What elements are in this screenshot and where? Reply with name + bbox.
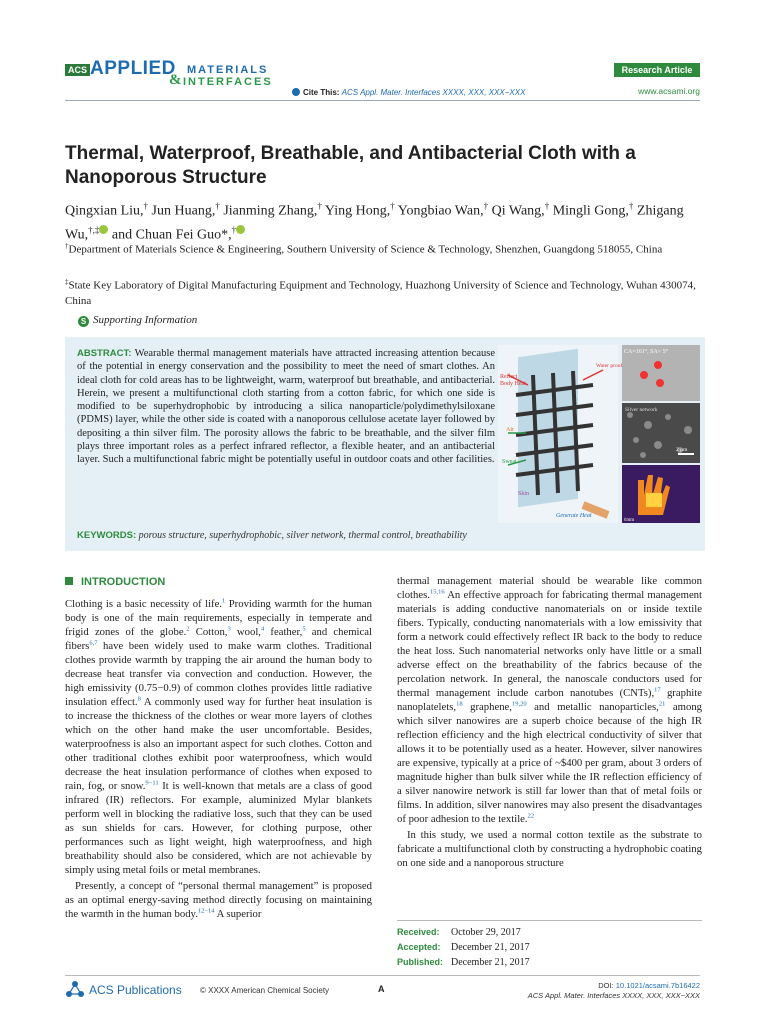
date-value: October 29, 2017 [451, 927, 521, 938]
toc-label-body-heat: Body Heat [500, 381, 526, 387]
acs-molecule-icon [65, 980, 85, 998]
date-accepted [397, 940, 530, 955]
text-run: Providing warmth for the human body is one of the main requirements, especially in temperate and frigid zones of the globe. [65, 598, 372, 638]
abstract-label: ABSTRACT: [77, 348, 132, 359]
citation-ref[interactable]: 19,20 [511, 700, 527, 708]
text-run: Cotton, [189, 626, 228, 638]
date-published [397, 955, 530, 970]
intro-paragraph-1 [65, 597, 372, 877]
citation-ref[interactable]: 12−14 [197, 907, 215, 915]
doi-info [528, 981, 700, 1001]
right-column [397, 574, 702, 872]
text-run: It is well-known that metals are a class of good infrared (IR) reflectors. For example, aluminized Mylar blankets perform well in blocking the radiative loss, such that they can be used as sun shields for cars. However, for clothing purpose, other performances such as light weight, high waterproofness, and high breathability should also be considered, which are not achievable by simply using metal foils or metal membranes. [65, 780, 372, 876]
heading-text: INTRODUCTION [81, 576, 166, 588]
logo-amp: & [169, 72, 182, 88]
toc-label-skin: Skin [518, 491, 530, 497]
citation-ref[interactable]: 1 [222, 597, 226, 605]
cite-text[interactable]: ACS Appl. Mater. Interfaces XXXX, XXX, XXX−XXX [341, 88, 526, 97]
citation-ref[interactable]: 5 [302, 625, 306, 633]
text-run: Presently, a concept of “personal thermal management” is proposed as an optimal energy-saving method directly focusing on maintaining the warmth in the human body. [65, 880, 372, 920]
author-affiliation-mark: † [628, 201, 634, 211]
heading-square-icon [65, 577, 73, 585]
footer-divider [65, 975, 700, 976]
keywords-label: KEYWORDS: [77, 530, 137, 541]
page-number: A [378, 984, 385, 994]
text-run: In this study, we used a normal cotton textile as the substrate to fabricate a multifunctional cloth by constructing a hydrophobic coating on one side and a nanoporous structure [397, 829, 702, 869]
cite-this[interactable] [292, 88, 525, 97]
abstract-box [65, 337, 705, 551]
intro-paragraph-2 [65, 879, 372, 921]
cite-label: Cite This: [303, 88, 340, 97]
citation-ref[interactable]: 6,7 [89, 639, 98, 647]
toc-label-generate-heat: Generate Heat [556, 513, 592, 519]
toc-label-silver: Silver network [625, 407, 658, 413]
article-dates [397, 925, 530, 970]
citation-ref[interactable]: 18 [456, 700, 463, 708]
author-name[interactable]: Jun Huang, [148, 203, 216, 219]
publisher-name: ACS Publications [89, 983, 182, 997]
citation-ref[interactable]: 17 [654, 686, 661, 694]
text-run: and metallic nanoparticles, [526, 701, 659, 713]
left-column [65, 575, 372, 923]
author-name[interactable]: Qi Wang, [488, 203, 545, 219]
date-value: December 21, 2017 [451, 942, 530, 953]
author-name[interactable]: Ying Hong, [321, 203, 391, 219]
affiliation-text: State Key Laboratory of Digital Manufacturing Equipment and Technology, Huazhong University of Science and Technology, Wuhan 430074, China [65, 279, 696, 307]
dates-divider-top [397, 920, 702, 921]
logo-applied: APPLIED [90, 58, 176, 79]
toc-label-sweat: Sweat [502, 459, 517, 465]
cite-icon [292, 88, 300, 96]
doi-label: DOI: [598, 981, 614, 990]
toc-graphic [498, 345, 700, 523]
text-run: Clothing is a basic necessity of life. [65, 598, 223, 610]
logo-interfaces: INTERFACES [183, 76, 273, 88]
citation-ref[interactable]: 15,16 [429, 588, 445, 596]
date-label: Published: [397, 957, 444, 967]
date-label: Received: [397, 927, 440, 937]
right-paragraph-1 [397, 574, 702, 826]
author-affiliation-mark: † [483, 201, 489, 211]
keywords-text: porous structure, superhydrophobic, silver network, thermal control, breathability [138, 530, 467, 541]
author-name[interactable]: Qingxian Liu, [65, 203, 144, 219]
author-affiliation-mark: † [231, 224, 237, 235]
logo-materials: MATERIALS [187, 64, 269, 76]
author-affiliation-mark: † [390, 201, 395, 211]
toc-label-air: Air [506, 427, 514, 433]
toc-label-contact-angle: CA=161°, SA< 5° [624, 349, 669, 355]
logo-acs: ACS [65, 64, 90, 76]
keywords [77, 530, 687, 541]
supporting-info-label: Supporting Information [93, 314, 198, 326]
author-affiliation-mark: †,‡ [88, 224, 100, 235]
supporting-info-icon: S [78, 316, 89, 327]
citation-ref[interactable]: 4 [260, 625, 265, 633]
author-name[interactable]: Mingli Gong, [549, 203, 629, 219]
text-run: wool, [230, 626, 261, 638]
author-list [65, 197, 705, 244]
affiliation-mark: ‡ [65, 278, 69, 286]
affiliation-mark: † [65, 242, 69, 250]
citation-ref[interactable]: 3 [227, 625, 231, 633]
date-received [397, 925, 530, 940]
citation-ref[interactable]: 8 [137, 695, 141, 703]
copyright: © XXXX American Chemical Society [200, 986, 330, 995]
right-paragraph-2 [397, 828, 702, 870]
text-run: graphene, [462, 701, 512, 713]
supporting-information-link[interactable] [78, 314, 197, 327]
author-name[interactable]: and Chuan Fei Guo*, [108, 227, 232, 243]
toc-label-scale: 2 μm [676, 447, 688, 453]
author-name[interactable]: Jianming Zhang, [219, 203, 318, 219]
author-affiliation-mark: † [544, 201, 550, 211]
toc-label-reflect: Reflect [500, 374, 518, 380]
toc-label-unit: ℓmm [624, 518, 635, 523]
abstract [77, 347, 495, 467]
text-run: and chemical fibers [65, 626, 372, 652]
author-name[interactable]: Zhigang Wu, [65, 203, 684, 243]
website-link[interactable]: www.acsami.org [638, 86, 700, 96]
affiliation-1 [65, 239, 705, 258]
text-run: among which silver nanowires are a superb choice because of the high IR reflection efficiency and the high electrical conductivity of silver that allows it to be potentially used as a heater. However, silver nanowires are expensive, typically at a price of ~$400 per gram, about 3 orders of magnitude higher than bulk silver while the IR reflection efficiency of a silver nanowire network is still far lower than that of metal foils or films. In addition, silver nanowires may also present the disadvantages of poor adhesion to the textile. [397, 701, 703, 825]
author-affiliation-mark: † [215, 201, 220, 211]
date-value: December 21, 2017 [451, 957, 530, 968]
text-run: thermal management material should be wearable like common clothes. [397, 575, 702, 601]
orcid-icon[interactable] [236, 225, 245, 234]
text-run: A commonly used way for further heat insulation is to increase the thickness of the clothes or wear more layers of clothes which on the other hand make the user uncomfortable. Besides, waterproofness is also an important aspect for such clothes. Cotton and other traditional clothes exhibit poor waterproofness, which would decrease the heat insulation performance of clothes when exposed to rain, fog, or snow. [65, 696, 372, 792]
article-type-badge: Research Article [614, 63, 700, 77]
affiliation-2 [65, 275, 705, 309]
citation-ref[interactable]: 22 [527, 812, 535, 820]
citation-ref[interactable]: 9−11 [145, 779, 159, 787]
toc-label-waterproof: Water proof [596, 363, 623, 369]
date-label: Accepted: [397, 942, 441, 952]
journal-logo [65, 60, 280, 92]
text-run: A superior [214, 908, 262, 920]
header-divider [65, 100, 700, 101]
text-run: An effective approach for fabricating thermal management materials is adding conductive nanomaterials on or inside textile fibers. Typically, conducting nanomaterials with a low emissivity that form a network could effectively reflect IR back to the body to reduce the heat loss. Such nanomaterial networks only have little or a small adverse effect on the breathability of the fabrics because of the percolation network. In general, the nanoscale conductors used for thermal management include carbon nanotubes (CNTs), [397, 589, 702, 699]
citation-ref[interactable]: 2 [186, 625, 190, 633]
paper-title: Thermal, Waterproof, Breathable, and Antibacterial Cloth with a Nanoporous Structure [65, 143, 636, 188]
section-heading-introduction [65, 575, 372, 589]
text-run: graphite nanoplatelets, [397, 687, 702, 713]
affiliation-text: Department of Materials Science & Engineering, Southern University of Science & Technology, Shenzhen, Guangdong 518055, China [68, 243, 663, 256]
abstract-text: Wearable thermal management materials have attracted increasing attention because of the potential in energy conservation and the possibility to meet the need of smart clothes. An ideal cloth for cold areas has to be lightweight, warm, waterproof but breathable, and antibacterial. Herein, we present a multifunctional cloth starting from a cotton fabric, for which one side is modified to be superhydrophobic by introducing a silica nanoparticle/polydimethylsiloxane (PDMS) layer, while the other side is coated with a nanoporous cellulose acetate layer followed by depositing a thin silver film. The porosity allows the fabric to be breathable, and the silver film plays three important roles as a perfect infrared reflector, a flexible heater, and an antibacterial layer. Such a multifunctional fabric might be potentially useful in outdoor coats and other facilities. [77, 348, 495, 466]
text-run: have been widely used to make warm clothes. Traditional clothes provide warmth by trapping the air around the human body to decrease heat transfer via convection and conduction. However, the high emissivity (0.75−0.9) of common clothes provides little radiative insulation effect. [65, 640, 372, 708]
citation-ref[interactable]: 21 [658, 700, 666, 708]
author-name[interactable]: Yongbiao Wan, [394, 203, 484, 219]
author-affiliation-mark: † [317, 201, 322, 211]
doi-link[interactable]: 10.1021/acsami.7b16422 [615, 981, 700, 990]
author-affiliation-mark: † [143, 201, 149, 211]
journal-citation: ACS Appl. Mater. Interfaces XXXX, XXX, XXX−XXX [527, 991, 700, 1000]
acs-publications-logo[interactable] [65, 980, 182, 998]
text-run: feather, [264, 626, 303, 638]
